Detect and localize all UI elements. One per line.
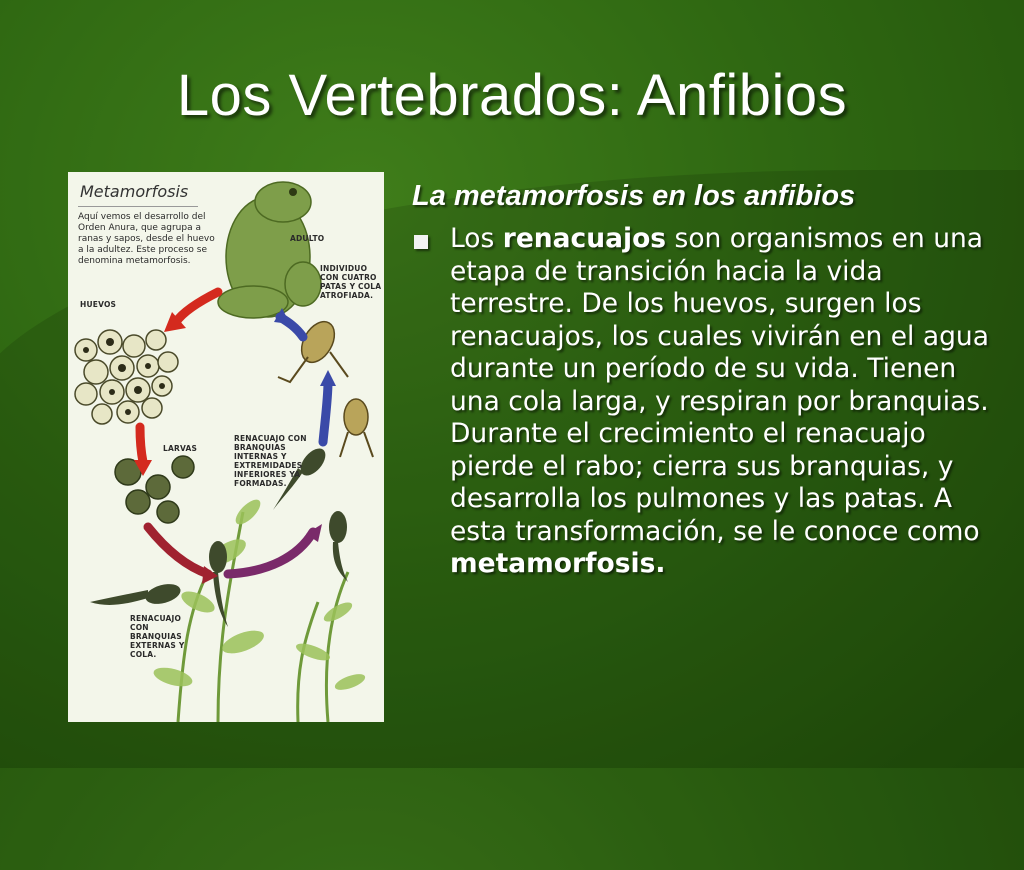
slide-subtitle: La metamorfosis en los anfibios — [412, 180, 856, 212]
label-individuo: INDIVIDUO CON CUATRO PATAS Y COLA ATROFIADA. — [320, 264, 382, 300]
figure-title: Metamorfosis — [80, 182, 189, 201]
figure-title-underline — [78, 206, 198, 207]
figure-description: Aquí vemos el desarrollo del Orden Anura, que agrupa a ranas y sapos, desde el huevo a la adultez. Este proceso se denomina metamorfosis. — [78, 212, 215, 266]
adult-frog — [218, 182, 321, 318]
bullet-square-icon — [414, 235, 428, 249]
paragraph-intro: Los — [450, 223, 495, 254]
larvae — [115, 456, 194, 523]
paragraph-bold-metamorfosis: metamorfosis. — [450, 548, 666, 579]
label-adulto: ADULTO — [290, 234, 325, 243]
plants — [178, 512, 348, 722]
label-huevos: HUEVOS — [80, 300, 117, 309]
label-larvas: LARVAS — [163, 444, 198, 453]
paragraph-body: son organismos en una etapa de transición hacia la vida terrestre. De los huevos, surgen los renacuajos, los cuales vivirán en el agua durante un período de su vida. Tienen una cola larga, y respiran por branquias. Durante el crecimiento el renacuajo pierde el rabo; cierra sus branquias, y desarrolla los pulmones y las patas. A esta transformación, se le conoce como — [450, 223, 989, 547]
metamorphosis-figure — [68, 172, 384, 722]
slide-title: Los Vertebrados: Anfibios — [176, 63, 848, 128]
paragraph-bold-renacuajos: renacuajos — [502, 223, 667, 254]
content-text — [412, 180, 1012, 579]
lifecycle-arrows — [140, 292, 328, 574]
bullet-paragraph — [450, 223, 995, 581]
label-branquias-externas: RENACUAJO CON BRANQUIAS EXTERNAS Y COLA. — [130, 614, 185, 659]
label-branquias-internas: RENACUAJO CON BRANQUIAS INTERNAS Y EXTREMIDADES INFERIORES YA FORMADAS. — [234, 434, 307, 488]
